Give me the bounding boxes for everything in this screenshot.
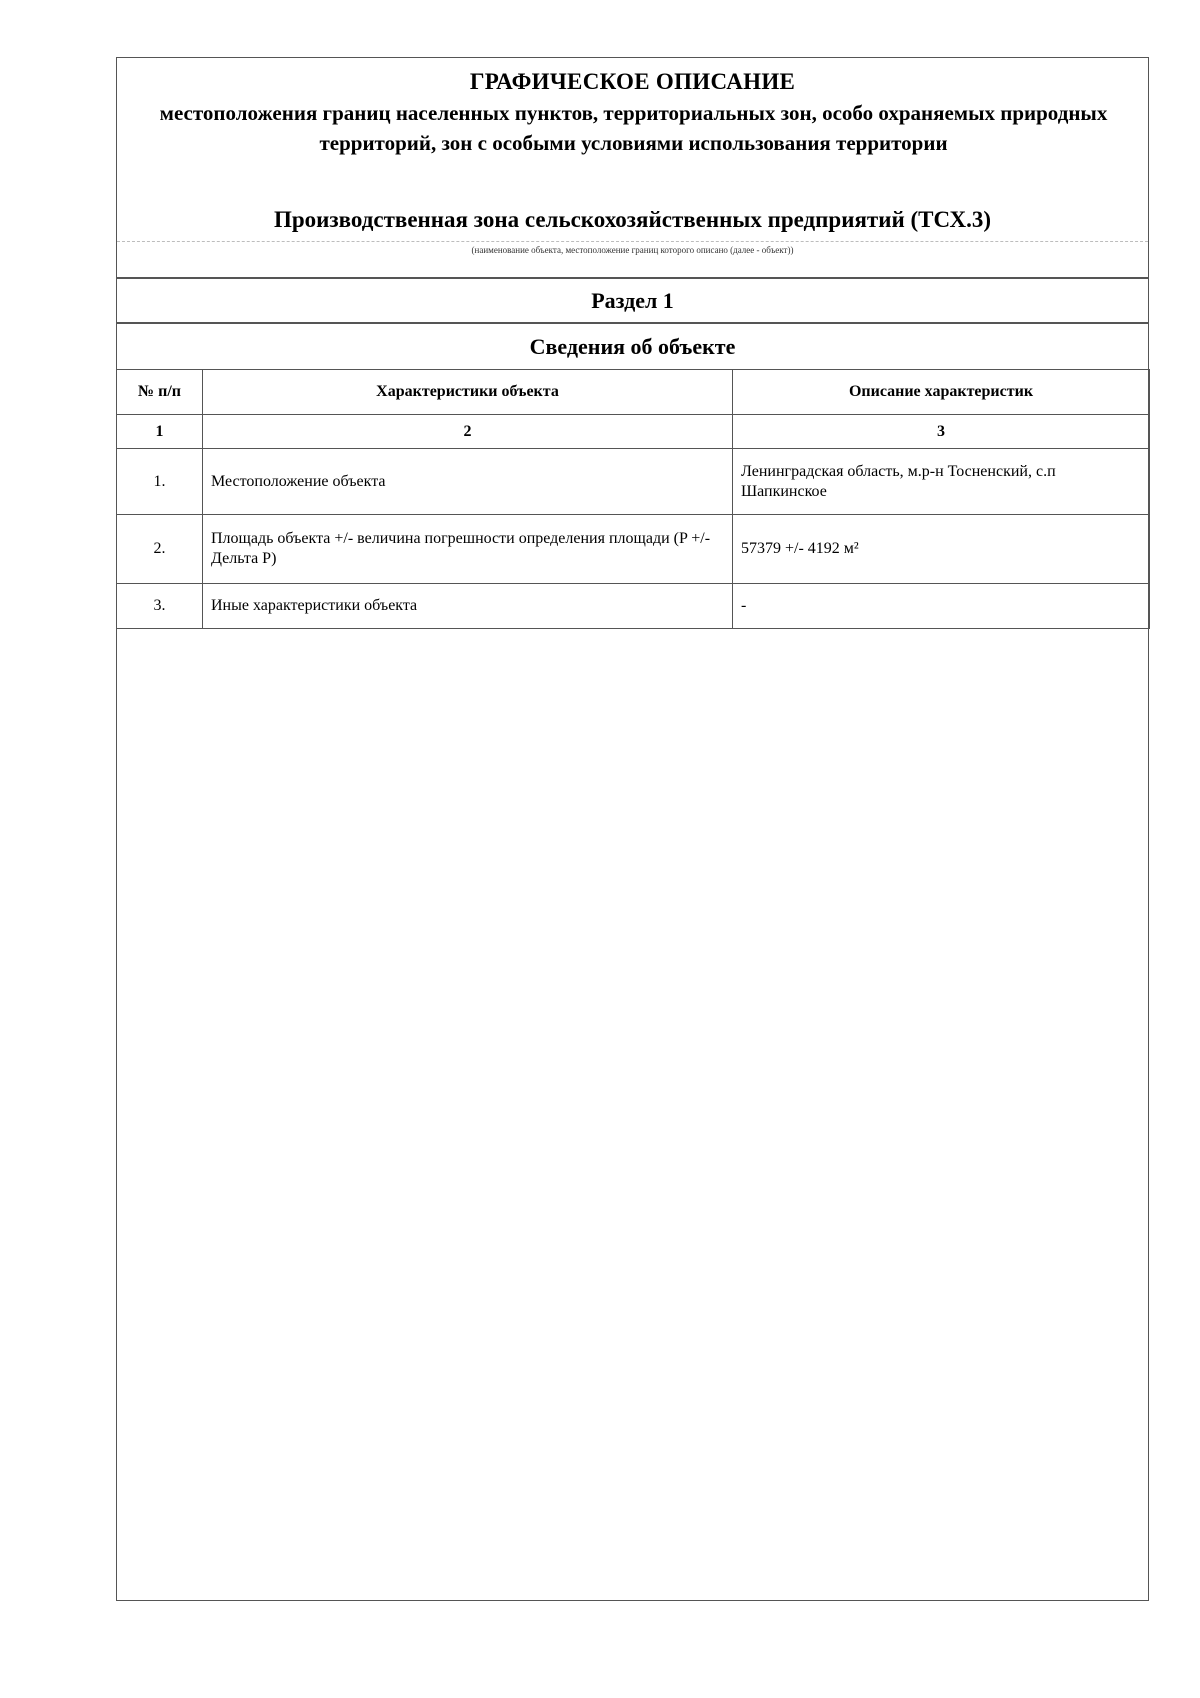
- row-number: 2.: [117, 515, 203, 584]
- document-frame: [116, 57, 1149, 1601]
- object-name-caption: (наименование объекта, местоположение границ которого описано (далее - объект)): [471, 245, 794, 255]
- table-header-row: [117, 370, 1150, 415]
- section-divider: [117, 322, 1148, 324]
- table-row: [117, 449, 1150, 515]
- document-subtitle: местоположения границ населенных пунктов, территориальных зон, особо охраняемых природных территорий, зон с особыми условиями использования территории: [159, 101, 1108, 155]
- row-number: 1.: [117, 449, 203, 515]
- row-characteristic: Иные характеристики объекта: [203, 584, 733, 629]
- row-description: Ленинградская область, м.р-н Тосненский, с.п Шапкинское: [733, 449, 1150, 515]
- row-description: 57379 +/- 4192 м²: [733, 515, 1150, 584]
- column-header-characteristic: Характеристики объекта: [203, 370, 733, 415]
- section-title: Сведения об объекте: [529, 334, 736, 359]
- object-name: Производственная зона сельскохозяйственных предприятий (ТСХ.3): [273, 207, 992, 232]
- row-description: -: [733, 584, 1150, 629]
- section-heading: Раздел 1: [591, 288, 674, 313]
- column-number: 2: [203, 415, 733, 449]
- row-characteristic: Местоположение объекта: [203, 449, 733, 515]
- table-row: [117, 515, 1150, 584]
- column-header-number: № п/п: [117, 370, 203, 415]
- column-number-row: [117, 415, 1150, 449]
- object-name-underline: [117, 241, 1148, 242]
- header-divider: [117, 277, 1148, 279]
- column-number: 1: [117, 415, 203, 449]
- object-info-table: [116, 369, 1150, 629]
- row-characteristic: Площадь объекта +/- величина погрешности определения площади (P +/- Дельта P): [203, 515, 733, 584]
- table-row: [117, 584, 1150, 629]
- document-title: ГРАФИЧЕСКОЕ ОПИСАНИЕ: [469, 69, 796, 94]
- column-header-description: Описание характеристик: [733, 370, 1150, 415]
- column-number: 3: [733, 415, 1150, 449]
- row-number: 3.: [117, 584, 203, 629]
